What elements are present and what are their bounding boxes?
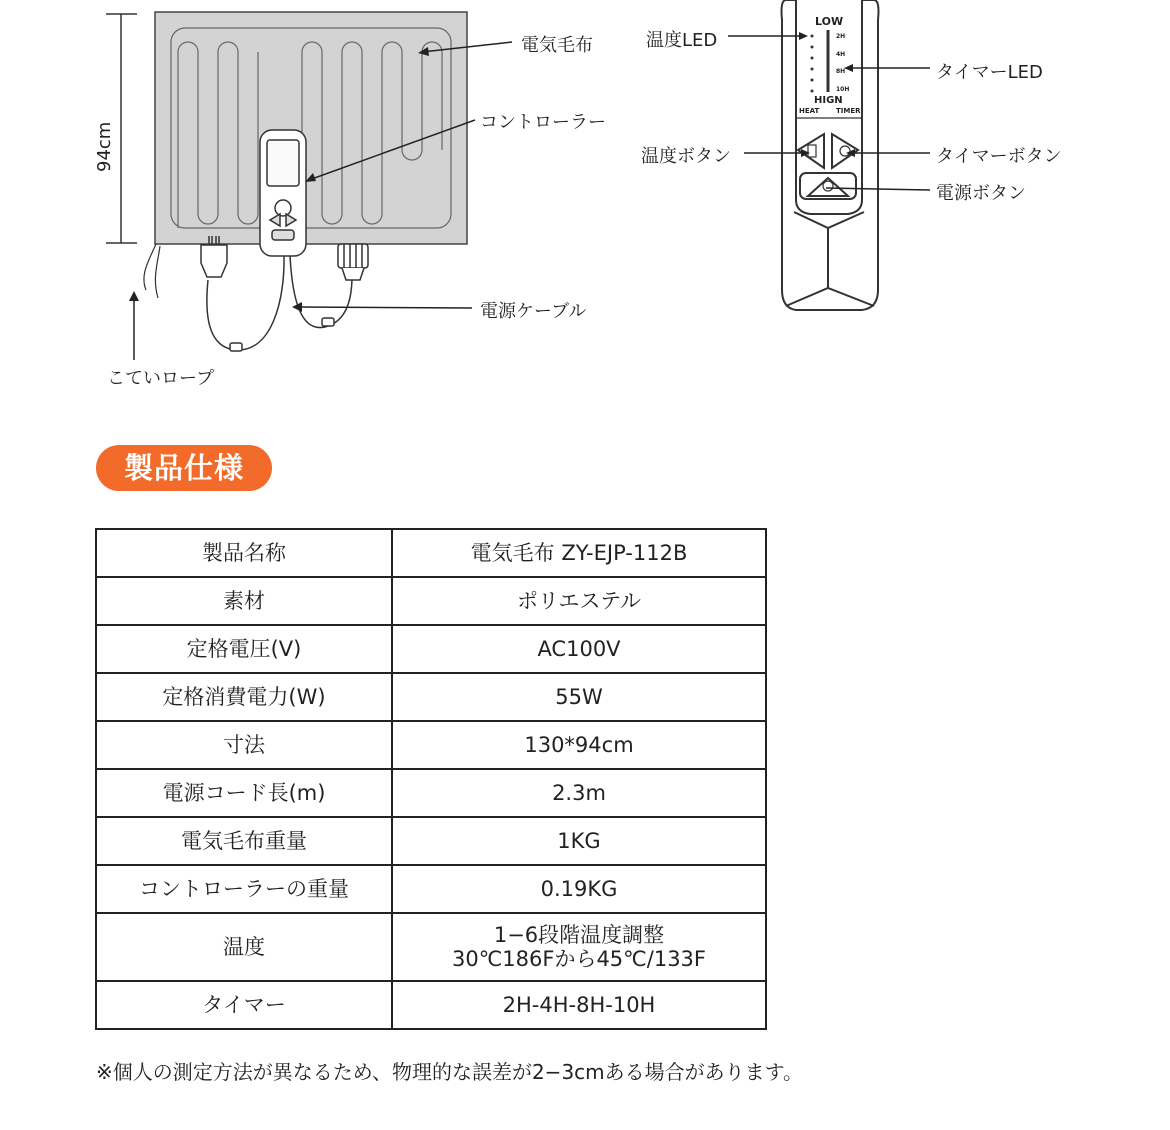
spec-key: 製品名称 xyxy=(96,529,392,577)
spec-key: コントローラーの重量 xyxy=(96,865,392,913)
spec-value: ポリエステル xyxy=(392,577,766,625)
table-row xyxy=(96,817,766,865)
spec-value: 電気毛布 ZY-EJP-112B xyxy=(392,529,766,577)
label-timer-button: タイマーボタン xyxy=(936,146,1062,167)
table-row xyxy=(96,865,766,913)
label-power-cable: 電源ケーブル xyxy=(480,301,587,322)
section-title-badge: 製品仕様 xyxy=(96,445,272,491)
spec-key: 温度 xyxy=(96,913,392,981)
timer-step-3: 8H xyxy=(836,68,846,75)
timer-step-4: 10H xyxy=(836,86,850,93)
spec-key: 素材 xyxy=(96,577,392,625)
spec-value xyxy=(392,913,766,981)
label-temp-led: 温度LED xyxy=(646,30,718,51)
timer-step-1: 2H xyxy=(836,33,846,40)
spec-key: 電源コード長(m) xyxy=(96,769,392,817)
spec-value: 2.3m xyxy=(392,769,766,817)
remote-heat-label: HEAT xyxy=(799,107,820,115)
spec-value-line-2: 30℃186Fから45℃/133F xyxy=(451,947,706,971)
remote-illustration xyxy=(782,0,879,310)
table-row xyxy=(96,577,766,625)
spec-key: 定格消費電力(W) xyxy=(96,673,392,721)
spec-value: 130*94cm xyxy=(392,721,766,769)
dimension-label: 94cm xyxy=(94,121,115,172)
spec-value: AC100V xyxy=(392,625,766,673)
timer-step-2: 4H xyxy=(836,51,846,58)
table-row xyxy=(96,625,766,673)
table-row xyxy=(96,981,766,1029)
spec-value: 1KG xyxy=(392,817,766,865)
spec-key: 定格電圧(V) xyxy=(96,625,392,673)
table-row xyxy=(96,721,766,769)
label-blanket: 電気毛布 xyxy=(521,35,593,56)
spec-key: タイマー xyxy=(96,981,392,1029)
label-temp-button: 温度ボタン xyxy=(641,146,731,167)
spec-value: 2H-4H-8H-10H xyxy=(392,981,766,1029)
small-controller xyxy=(260,130,306,256)
spec-table xyxy=(95,528,767,1030)
spec-key: 寸法 xyxy=(96,721,392,769)
spec-value-line-1: 1−6段階温度調整 xyxy=(493,923,665,947)
product-diagram xyxy=(0,0,1170,420)
spec-value: 0.19KG xyxy=(392,865,766,913)
remote-timer-label: TIMER xyxy=(836,107,861,115)
remote-low-label: LOW xyxy=(815,15,844,28)
label-controller: コントローラー xyxy=(480,112,606,133)
table-row xyxy=(96,769,766,817)
table-row xyxy=(96,913,766,981)
footnote: ※個人の測定方法が異なるため、物理的な誤差が2−3cmある場合があります。 xyxy=(96,1060,804,1084)
spec-value: 55W xyxy=(392,673,766,721)
table-row xyxy=(96,673,766,721)
label-power-button: 電源ボタン xyxy=(936,183,1026,204)
label-rope: こていロープ xyxy=(107,368,215,389)
remote-high-label: HIGN xyxy=(814,95,843,106)
spec-key: 電気毛布重量 xyxy=(96,817,392,865)
connector xyxy=(338,244,368,280)
table-row xyxy=(96,529,766,577)
label-timer-led: タイマーLED xyxy=(936,62,1043,83)
